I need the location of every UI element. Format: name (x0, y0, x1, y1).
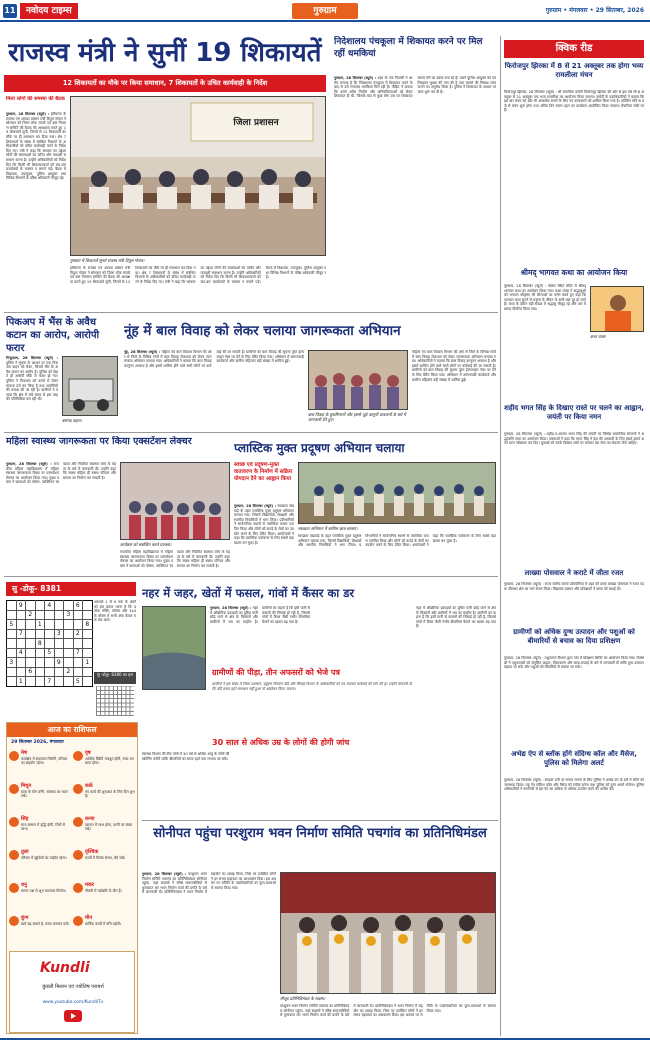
quick-read-item-body: गुरुग्राम, 28 सितम्बर (ब्यूरो) : शहीद-ए-आजम भगत सिंह की जयंती पर विभिन्न सामाजिक संगठनों ने श्रद्धांजलि सभा का आयोजन किया। वक्ताओं ने कहा कि भगत सिंह ने देश की आजादी के लिए हंसते-हंसते अपने प्राण न्योछावर कर दिए। युवाओं को उनके दिखाए रास्ते पर चलकर देश सेवा का संकल्प लेना चाहिए। (504, 432, 644, 446)
sudoku-row (7, 639, 93, 649)
paper-name: नवोदय टाइम्स (20, 3, 78, 19)
dateline: गुरुग्राम • मंगलवार • 29 सितम्बर, 2026 (545, 7, 644, 14)
kundli-url[interactable]: www.youtube.com/KundliTv (42, 1000, 104, 1005)
lead-body-continued: हरियाणा के राजस्व एवं आपदा प्रबंधन मंत्री विपुल गोयल ने सोमवार को जिला लोक संपर्क एवं कष्ट निवारण समिति की बैठक की अध्यक्षता करते हुए 19 शिकायतें सुनीं, जिनमें से 12 शिकायतों का मौके पर ही समाधान कर दिया गया। शेष 7 शिकायतों के संबंध में संबंधित विभागों के अधिकारियों को उचित कार्यवाही करने के निर्देश दिए गए। मंत्री ने कहा कि सरकार का उद्देश्य लोगों की समस्याओं का त्वरित और पारदर्शी समाधान करना है। उन्होंने अधिकारियों को निर्देश दिए कि किसी भी शिकायतकर्ता को बार-बार कार्यालयों के चक्कर न लगाने पड़ें। बैठक में विधायक, उपायुक्त, पुलिस आयुक्त तथा विभिन्न विभागों के वरिष्ठ अधिकारी मौजूद रहे। (70, 266, 326, 284)
sudoku-grid (6, 600, 93, 687)
horoscope-sign-text: परिवार में खुशियों का माहौल रहेगा। (21, 856, 67, 860)
sudoku-cell (83, 648, 93, 658)
womens-health-body (6, 462, 116, 574)
horoscope-sign (73, 815, 135, 847)
horoscope-sign-name: कन्या (85, 816, 95, 822)
poison-box2-headline: 30 साल से अधिक उम्र के लोगों की होगी जांच (212, 738, 350, 747)
sudoku-cell (26, 639, 36, 649)
sudoku-cell (64, 648, 74, 658)
poison-body-text: नहर में औद्योगिक इकाइयों का दूषित पानी छोड़े जाने से क्षेत्र के किसानों और ग्रामीणों में भय का माहौल है। ग्रामीणों का कहना है कि इसी पानी से फसलों की सिंचाई हो रही है, जिससे गांवों में कैंसर जैसी गंभीर बीमारियां फैलने का खतरा बढ़ गया है। (210, 606, 310, 624)
horoscope-sign-text: खर्च बढ़ सकते हैं, बजट बनाकर चलें। (21, 922, 70, 926)
horoscope-sign (9, 749, 71, 781)
horoscope-sign (73, 749, 135, 781)
zodiac-icon (9, 850, 19, 860)
sudoku-cell: 5 (73, 677, 83, 687)
zodiac-icon (73, 817, 83, 827)
sudoku-cell (73, 620, 83, 630)
sudoku-cell: 2 (73, 629, 83, 639)
sonipat-headline: सोनीपत पहुंचा परशुराम भवन निर्माण समिति पचगांव का प्रतिनिधिमंडल (153, 826, 487, 841)
horoscope-sign-name: कर्क (85, 783, 93, 789)
poison-box-headline: ग्रामीणों की पीड़ा, तीन अफसरों को भेजे पत्र (212, 668, 340, 677)
sudoku-cell (64, 639, 74, 649)
sudoku-cell (45, 610, 55, 620)
sudoku-cell: 7 (45, 677, 55, 687)
plastic-photo-caption: स्वच्छता अभियान में शामिल छात्र-छात्राएं। (298, 526, 358, 531)
sudoku-cell (26, 648, 36, 658)
child-marriage-body-right-text: महिला एवं बाल विकास विभाग की ओर से जिले के विभिन्न गांवों में बाल विवाह रोकथाम को लेकर जागरूकता अभियान चलाया गया। अधिकारियों ने बताया कि बाल विवाह कानूनन अपराध है और इसमें शामिल होने वाले सभी लोगों पर कार्रवाई की जा सकती है। ग्रामीणों को बाल विवाह की सूचना तुरंत हेल्पलाइन नंबर पर देने के लिए प्रेरित किया गया। अभियान में आंगनवाड़ी कार्यकर्ता और ग्रामीण महिलाएं बड़ी संख्या में शामिल हुईं। (412, 350, 496, 382)
horoscope-sign (73, 914, 135, 946)
child-marriage-body-text: महिला एवं बाल विकास विभाग की ओर से जिले के विभिन्न गांवों में बाल विवाह रोकथाम को लेकर जागरूकता अभियान चलाया गया। अधिकारियों ने बताया कि बाल विवाह कानूनन अपराध है और इसमें शामिल होने वाले सभी लोगों पर कार्रवाई की जा सकती है। ग्रामीणों को बाल विवाह की सूचना तुरंत हेल्पलाइन नंबर पर देने के लिए प्रेरित किया गया। अभियान में आंगनवाड़ी कार्यकर्ता और ग्रामीण महिलाएं बड़ी संख्या में शामिल हुईं। (124, 350, 304, 368)
quick-read-item-body: गुरुग्राम, 28 सितम्बर (ब्यूरो) : सेक्टर स्थित मंदिर में श्रीमद् भागवत कथा का आयोजन किया गया। कथा व्यास ने श्रद्धालुओं को भगवान श्रीकृष्ण की लीलाओं का वर्णन करते हुए कहा कि भागवत कथा सुनने से मनुष्य के जीवन के सभी कष्ट दूर हो जाते हैं। कथा के दौरान बड़ी संख्या में श्रद्धालु मौजूद रहे और अंत में प्रसाद वितरित किया गया। (504, 284, 586, 311)
canal-image (143, 607, 206, 690)
womens-health-byline: गुरुग्राम, 28 सितम्बर (ब्यूरो) : (6, 462, 52, 466)
sudoku-row (7, 677, 93, 687)
sudoku-cell (64, 620, 74, 630)
sudoku-row (7, 601, 93, 611)
sudoku-row (7, 667, 93, 677)
horoscope-sign-name: मिथुन (21, 783, 32, 789)
horoscope-sign (9, 782, 71, 814)
horoscope-sign-text: कार्यक्षेत्र में सफलता मिलेगी, परिवार का सहयोग रहेगा। (21, 757, 68, 766)
lead-byline: गुरुग्राम, 28 सितम्बर (ब्यूरो) : (6, 112, 50, 116)
sudoku-row (7, 610, 93, 620)
lead-photo-caption: गुरुग्राम में शिकायतें सुनते राजस्व मंत्री विपुल गोयल। (70, 258, 145, 263)
horoscope-sign-name: मकर (85, 882, 94, 888)
sudoku-cell: 3 (64, 610, 74, 620)
sudoku-cell: 3 (54, 629, 64, 639)
sonipat-body-bottom (280, 1004, 496, 1034)
quick-read-item-body: फिरोजपुर झिरका, 28 सितम्बर (ब्यूरो) : श्री रामलीला कमेटी फिरोजपुर झिरका की ओर से इस वर्ष भी 8 अक्तूबर से 21 अक्तूबर तक भव्य रामलीला का आयोजन किया जाएगा। कमेटी के पदाधिकारियों ने बताया कि इस बार मंचन को और भी आकर्षक बनाने के लिए नए कलाकारों को शामिल किया गया है। प्रतिदिन रात्रि 8 बजे से मंचन शुरू होगा तथा अंतिम दिन रावण दहन का कार्यक्रम आयोजित किया जाएगा। तैयारियां जोरों पर हैं। (504, 90, 644, 113)
sudoku-cell (54, 610, 64, 620)
quick-read-title: क्विक रीड (504, 40, 644, 58)
horoscope-sign-name: धनु (21, 882, 27, 888)
sudoku-cell: 1 (35, 620, 45, 630)
dir-body (334, 76, 496, 310)
womens-health-body-text: राजकीय महिला महाविद्यालय में महिला स्वास्थ्य जागरूकता विषय पर एक्सटेंशन लेक्चर का आयोजन किया गया। मुख्य वक्ता ने छात्राओं को पोषण, व्यक्तिगत स्वच्छता और नियमित स्वास्थ्य जांच के महत्व के बारे में जानकारी दी। उन्होंने कहा कि स्वस्थ महिला ही स्वस्थ परिवार और समाज का निर्माण कर सकती है। (6, 462, 116, 485)
plastic-kicker: स्वच्छ एवं प्रदूषण-मुक्त वातावरण के निर्माण में सक्रिय योगदान देने का आह्वान किया (234, 462, 293, 482)
sonipat-body-text: परशुराम भवन निर्माण समिति पचगांव का प्रतिनिधिमंडल सोनीपत पहुंचा, जहां सदस्यों ने वरिष्ठ समाजसेवियों से मुलाकात कर भवन निर्माण कार्य की प्रगति के बारे में जानकारी दी। प्रतिनिधिमंडल ने भवन निर्माण में सहयोग का आग्रह किया, जिस पर उपस्थित लोगों ने हर संभव सहायता का आश्वासन दिया। इस अवसर पर समिति के पदाधिकारियों का फूल-मालाओं से स्वागत किया गया। (142, 872, 276, 895)
lead-headline: राजस्व मंत्री ने सुनीं 19 शिकायतें (8, 38, 322, 68)
sudoku-cell (35, 610, 45, 620)
quick-read-item-headline: श्रीमद् भागवत कथा का आयोजन किया (520, 268, 628, 277)
zodiac-icon (73, 883, 83, 893)
zodiac-icon (9, 883, 19, 893)
sudoku-cell: 6 (26, 667, 36, 677)
quick-read-item-body: गुरुग्राम, 28 सितम्बर (ब्यूरो) : राज्य स्तरीय कराटे प्रतियोगिता में शहर की छात्रा लाख्या पोसवाल ने रजत पदक जीतकर क्षेत्र का नाम रोशन किया। विद्यालय प्रबंधन और प्रशिक्षकों ने छात्रा को बधाई दी। (504, 582, 644, 591)
sonipat-photo-caption: मौजूद प्रतिनिधिमंडल के सदस्य। (280, 996, 326, 1001)
sudoku-cell (35, 648, 45, 658)
awareness-gathering-image (309, 351, 408, 410)
horoscope-sign-text: संतान पक्ष से शुभ समाचार मिलेगा। (21, 889, 67, 893)
sudoku-cell (26, 620, 36, 630)
sudoku-cell (45, 620, 55, 630)
sudoku-cell (16, 620, 26, 630)
sudoku-cell (83, 610, 93, 620)
pickup-vehicle-image (63, 357, 118, 416)
horoscope-sign-name: तुला (21, 849, 29, 855)
sudoku-row (7, 629, 93, 639)
poison-body-right (416, 606, 496, 816)
page-bottom-rule (0, 1038, 650, 1040)
sudoku-cell (35, 667, 45, 677)
plastic-headline: प्लास्टिक मुक्त प्रदूषण अभियान चलाया (234, 441, 405, 455)
sudoku-cell: 6 (73, 601, 83, 611)
sudoku-cell (7, 601, 17, 611)
sudoku-cell: 1 (83, 658, 93, 668)
child-marriage-byline: नूंह, 28 सितम्बर (ब्यूरो) : (124, 350, 161, 354)
horoscope-sign-text: नौकरी में पदोन्नति के योग हैं। (85, 889, 122, 893)
sudoku-cell (16, 610, 26, 620)
sudoku-cell (64, 677, 74, 687)
lead-body (6, 112, 66, 310)
youtube-icon (64, 1010, 82, 1022)
pickup-photo (62, 356, 118, 416)
sudoku-table (6, 600, 93, 687)
section-divider (4, 312, 498, 313)
sudoku-cell: 8 (35, 639, 45, 649)
sudoku-cell (83, 601, 93, 611)
quick-read-item-headline: ग्रामीणों को अधिक दुग्ध उत्पादन और पशुओं को बीमारियों से बचाव का दिया प्रशिक्षण (513, 628, 635, 645)
sudoku-cell (35, 629, 45, 639)
sudoku-cell (7, 667, 17, 677)
sudoku-cell (35, 601, 45, 611)
kundli-logo: Kundli (40, 960, 90, 976)
sudoku-cell (26, 677, 36, 687)
sudoku-cell (64, 601, 74, 611)
katha-vyas-image (591, 287, 644, 332)
sudoku-cell: 7 (16, 629, 26, 639)
sudoku-cell: 9 (54, 658, 64, 668)
child-marriage-body-right (412, 350, 496, 430)
sudoku-row (7, 658, 93, 668)
poison-box2-body: स्वास्थ्य विभाग की टीम गांवों में 30 वर्ष से अधिक आयु के लोगों की स्क्रीनिंग करेगी ताकि बीमारियों का समय रहते पता लगाया जा सके। (142, 752, 230, 761)
masthead (0, 0, 650, 22)
section-divider (4, 432, 498, 433)
horoscope-sign (73, 782, 135, 814)
sudoku-cell: 7 (73, 648, 83, 658)
quick-read-item-headline: शहीद भगत सिंह के दिखाए रास्ते पर चलने का आह्वान, जयंती पर किया नमन (504, 404, 644, 421)
sudoku-cell (73, 658, 83, 668)
lead-photo (70, 96, 326, 256)
quick-read-item-body: गुरुग्राम, 28 सितम्बर (ब्यूरो) : साइबर ठगी पर लगाम लगाने के लिए पुलिस ने अभेद्य ऐप के बारे में लोगों को जागरूक किया। यह ऐप संदिग्ध कॉल और मैसेज को ब्लॉक करेगा तथा पुलिस को तुरंत अलर्ट भेजेगा। पुलिस अधिकारियों ने नागरिकों से इस ऐप का अधिक से अधिक उपयोग करने की अपील की। (504, 778, 644, 792)
child-marriage-photo-caption: बाल विवाह के दुष्परिणामों और इससे जुड़े कानूनी प्रावधानों के बारे में जानकारी देते हुए। (308, 412, 406, 422)
sudoku-cell (73, 610, 83, 620)
sudoku-cell (7, 629, 17, 639)
horoscope-sign-text: व्यापार में लाभ होगा, वाणी पर संयम रखें। (85, 823, 133, 832)
poison-byline: गुरुग्राम, 28 सितम्बर (ब्यूरो) : (210, 606, 252, 610)
horoscope-sign-text: कार्यों में विलंब संभव, धैर्य रखें। (85, 856, 126, 860)
sudoku-row (7, 620, 93, 630)
plastic-body (234, 504, 294, 574)
lead-body-cols (70, 266, 326, 310)
sudoku-cell (45, 629, 55, 639)
poison-body-right-text: नहर में औद्योगिक इकाइयों का दूषित पानी छोड़े जाने से क्षेत्र के किसानों और ग्रामीणों में भय का माहौल है। ग्रामीणों का कहना है कि इसी पानी से फसलों की सिंचाई हो रही है, जिससे गांवों में कैंसर जैसी गंभीर बीमारियां फैलने का खतरा बढ़ गया है। (416, 606, 496, 629)
horoscope-sign-name: वृष (85, 750, 91, 756)
sudoku-cell: 5 (45, 648, 55, 658)
section-name: गुरुग्राम (292, 3, 358, 19)
plastic-body-text: स्वच्छता पखवाड़े के तहत प्लास्टिक मुक्त प्रदूषण अभियान चलाया गया, जिसमें विद्यार्थियों, शिक्षकों और स्थानीय निवासियों ने भाग लिया। प्रतिभागियों ने सार्वजनिक स्थानों से प्लास्टिक कचरा एकत्रित किया और लोगों को कपड़े के थैलों का उपयोग करने के लिए प्रेरित किया। आयोजकों ने कहा कि प्लास्टिक पर्यावरण के लिए सबसे बड़ा खतरा बन चुका है। (234, 504, 294, 545)
sudoku-cell (35, 677, 45, 687)
sudoku-cell (54, 677, 64, 687)
dir-body-text: शहर के एक निवासी ने आरोप लगाया है कि निदेशालय पंचकूला में शिकायत करने के बाद से उसे लगातार धमकियां मिल रही हैं। पीड़ित ने बताया कि उसने अवैध निर्माण और अनियमितताओं को लेकर शिकायत दी थी, जिसके बाद से कुछ लोग उस पर शिकायत वापस लेने का दबाव बना रहे हैं। उसने पुलिस आयुक्त को पत्र लिखकर सुरक्षा की मांग की है तथा मामले की निष्पक्ष जांच कराने का अनुरोध किया है। पुलिस ने शिकायत के आधार पर जांच शुरू कर दी है। (334, 76, 496, 99)
sudoku-cell: 1 (16, 677, 26, 687)
sudoku-cell (26, 629, 36, 639)
horoscope-sign-name: कुंभ (21, 915, 29, 921)
zodiac-icon (73, 784, 83, 794)
child-marriage-body (124, 350, 304, 430)
sonipat-body-bottom-text: परशुराम भवन निर्माण समिति पचगांव का प्रतिनिधिमंडल सोनीपत पहुंचा, जहां सदस्यों ने वरिष्ठ समाजसेवियों से मुलाकात कर भवन निर्माण कार्य की प्रगति के बारे में जानकारी दी। प्रतिनिधिमंडल ने भवन निर्माण में सहयोग का आग्रह किया, जिस पर उपस्थित लोगों ने हर संभव सहायता का आश्वासन दिया। इस अवसर पर समिति के पदाधिकारियों का फूल-मालाओं से स्वागत किया गया। (280, 1004, 496, 1018)
horoscope-sign (9, 881, 71, 913)
sudoku-instructions: आपको 1 से 9 तक के अंकों को इस प्रकार भरना है कि प्रत्येक पंक्ति, कॉलम और 3x3 के बॉक्स में सभी अंक केवल एक बार आएं। (94, 600, 136, 623)
poison-headline: नहर में जहर, खेतों में फसल, गांवों में कैंसर का डर (142, 586, 355, 600)
sudoku-cell (16, 658, 26, 668)
zodiac-icon (9, 784, 19, 794)
horoscope-sign-text: यात्रा के योग बनेंगे, स्वास्थ्य का ध्यान रखें। (21, 790, 68, 799)
sudoku-cell: 2 (64, 667, 74, 677)
womens-health-photo-caption: कार्यक्रम को संबोधित करते प्रवक्ता। (120, 542, 172, 547)
sudoku-cell (54, 620, 64, 630)
quick-read-item-headline: फिरोजपुर झिरका में 8 से 21 अक्तूबर तक होगा भव्य रामलीला मंचन (504, 62, 644, 79)
pickup-body-text: पुलिस ने सूचना के आधार पर एक पिकअप वाहन को रोका, जिसमें भैंस के अवैध कटान का आरोप है। पुलिस को देखते ही आरोपी मौके से फरार हो गए। पुलिस ने पिकअप को कब्जे में लेकर मामला दर्ज कर लिया है तथा आरोपियों की तलाश की जा रही है। ग्रामीणों ने बताया कि क्षेत्र में लंबे समय से इस तरह की गतिविधियां चल रही थीं। (6, 360, 58, 402)
zodiac-icon (9, 817, 19, 827)
sudoku-cell: 8 (83, 620, 93, 630)
horoscope-sign (73, 848, 135, 880)
quick-read-item-headline: अभेद्य ऐप से ब्लॉक होंगे संदिग्ध कॉल और मैसेज, पुलिस को मिलेगा अलर्ट (511, 750, 637, 767)
sudoku-cell (73, 639, 83, 649)
sudoku-cell (45, 639, 55, 649)
horoscope-sign-text: मान-सम्मान में वृद्धि होगी, मित्रों से लाभ। (21, 823, 65, 832)
sudoku-title: सु -डोकू- 8381 (6, 582, 136, 596)
horoscope-sign-name: वृश्चिक (85, 849, 99, 855)
horoscope-list (9, 749, 135, 949)
sudoku-cell (64, 629, 74, 639)
pickup-byline: गिन्हुाग्राम, 28 सितम्बर (ब्यूरो) : (6, 356, 58, 360)
horoscope-sign-name: मीन (85, 915, 93, 921)
page-number: 11 (3, 4, 17, 18)
child-marriage-headline: नूंह में बाल विवाह को लेकर चलाया जागरूकता अभियान (124, 323, 401, 339)
section-divider (4, 576, 498, 577)
sudoku-cell (54, 648, 64, 658)
horoscope-sign (9, 848, 71, 880)
sudoku-cell (83, 639, 93, 649)
plastic-body-cols (298, 534, 496, 574)
sudoku-cell (16, 667, 26, 677)
horoscope-box (6, 722, 138, 1034)
womens-health-photo (120, 462, 230, 540)
sudoku-cell (54, 639, 64, 649)
poison-box-body: ग्रामीणों ने इस संबंध में जिला प्रशासन, प्रदूषण नियंत्रण बोर्ड और सिंचाई विभाग के अधिकारियों को पत्र भेजकर कार्रवाई की मांग की है। उन्होंने चेतावनी दी कि यदि समय रहते समाधान नहीं हुआ तो आंदोलन किया जाएगा। (212, 682, 412, 691)
sudoku-cell (45, 667, 55, 677)
horoscope-sign-text: धार्मिक कार्यों में रुचि बढ़ेगी। (85, 922, 122, 926)
sonipat-body (142, 872, 276, 1034)
sudoku-cell (83, 629, 93, 639)
lead-subhead: 12 शिकायतों का मौके पर किया समाधान, 7 शिकायतों के उचित कार्यवाही के निर्देश (4, 75, 326, 92)
sudoku-cell (45, 658, 55, 668)
sudoku-cell: 4 (45, 601, 55, 611)
zodiac-icon (73, 916, 83, 926)
sonipat-photo (280, 872, 496, 994)
sudoku-cell (7, 610, 17, 620)
sudoku-cell: 4 (16, 648, 26, 658)
sudoku-cell (35, 658, 45, 668)
horoscope-title: आज का राशिफल (7, 723, 137, 737)
sudoku-cell: 2 (26, 610, 36, 620)
sudoku-cell (16, 639, 26, 649)
pickup-photo-caption: बरामद वाहन। (62, 418, 82, 423)
quick-read-item-headline: लाख्या पोसवाल ने कराटे में जीता रजत (524, 569, 624, 577)
column-divider (500, 36, 501, 1036)
womens-health-body-bottom (120, 550, 230, 574)
sudoku-cell (26, 601, 36, 611)
zodiac-icon (9, 751, 19, 761)
poison-body (210, 606, 310, 666)
horoscope-sign (73, 881, 135, 913)
plastic-byline: गुरुग्राम, 28 सितम्बर (ब्यूरो) : (234, 504, 277, 508)
sudoku-cell (54, 601, 64, 611)
horoscope-sign-name: सिंह (21, 816, 29, 822)
lecture-audience-image (121, 463, 230, 540)
horoscope-sign-name: मेष (21, 750, 27, 756)
section-divider (142, 820, 498, 821)
sudoku-row (7, 648, 93, 658)
sudoku-cell (83, 667, 93, 677)
sudoku-cell: 9 (16, 601, 26, 611)
pickup-body (6, 356, 58, 430)
sudoku-cell (7, 677, 17, 687)
zodiac-icon (9, 916, 19, 926)
womens-health-body-bottom-text: राजकीय महिला महाविद्यालय में महिला स्वास्थ्य जागरूकता विषय पर एक्सटेंशन लेक्चर का आयोजन किया गया। मुख्य वक्ता ने छात्राओं को पोषण, व्यक्तिगत स्वच्छता और नियमित स्वास्थ्य जांच के महत्व के बारे में जानकारी दी। उन्होंने कहा कि स्वस्थ महिला ही स्वस्थ परिवार और समाज का निर्माण कर सकती है। (120, 550, 230, 568)
child-marriage-photo (308, 350, 408, 410)
horoscope-sign (9, 914, 71, 946)
delegation-image (281, 873, 496, 994)
plastic-photo (298, 462, 496, 524)
lead-photo-banner: जिला प्रशासन (233, 118, 279, 128)
cleanliness-drive-image (299, 463, 496, 524)
lead-kicker: मिला लोगों की समस्या की बैठक (6, 96, 65, 102)
sonipat-byline: गुरुग्राम, 28 सितम्बर (ब्यूरो) : (142, 872, 187, 876)
womens-health-headline: महिला स्वास्थ्य जागरूकता पर किया एक्सटेंशन लेक्चर (6, 436, 192, 447)
sudoku-cell (7, 648, 17, 658)
sudoku-cell (64, 658, 74, 668)
sudoku-cell: 5 (7, 620, 17, 630)
horoscope-sign-text: आर्थिक स्थिति मजबूत होगी, रुका धन प्राप्त होगा। (85, 757, 134, 766)
zodiac-icon (73, 850, 83, 860)
sudoku-cell (73, 667, 83, 677)
sudoku-cell (54, 667, 64, 677)
pickup-headline: पिकअप में भैंस के अवैध कटान का आरोप, आरोपी फरार (6, 317, 100, 354)
lead-body-text: हरियाणा के राजस्व एवं आपदा प्रबंधन मंत्री विपुल गोयल ने सोमवार को जिला लोक संपर्क एवं कष्ट निवारण समिति की बैठक की अध्यक्षता करते हुए 19 शिकायतें सुनीं, जिनमें से 12 शिकायतों का मौके पर ही समाधान कर दिया गया। शेष 7 शिकायतों के संबंध में संबंधित विभागों के अधिकारियों को उचित कार्यवाही करने के निर्देश दिए गए। मंत्री ने कहा कि सरकार का उद्देश्य लोगों की समस्याओं का त्वरित और पारदर्शी समाधान करना है। उन्होंने अधिकारियों को निर्देश दिए कि किसी भी शिकायतकर्ता को बार-बार कार्यालयों के चक्कर न लगाने पड़ें। बैठक में विधायक, उपायुक्त, पुलिस आयुक्त तथा विभिन्न विभागों के वरिष्ठ अधिकारी मौजूद रहे। (6, 112, 66, 181)
horoscope-sign-text: नए कार्य की शुरुआत के लिए दिन शुभ है। (85, 790, 135, 799)
sudoku-cell: 3 (7, 658, 17, 668)
quick-read-item-body: गुरुग्राम, 28 सितम्बर (ब्यूरो) : पशुपालन विभाग द्वारा गांव में प्रशिक्षण शिविर का आयोजन किया गया। विशेषज्ञों ने पशुपालकों को संतुलित आहार, टीकाकरण और साफ-सफाई के बारे में जानकारी दी ताकि दुग्ध उत्पादन बढ़ाया जा सके और पशुओं को बीमारियों से बचाया जा सके। (504, 656, 644, 670)
sudoku-solution-grid (96, 686, 134, 716)
dir-headline: निदेशालय पंचकूला में शिकायत करने पर मिल रहीं धमकियां (334, 37, 483, 59)
poison-photo (142, 606, 206, 690)
katha-photo (590, 286, 644, 332)
kundli-ad (9, 951, 135, 1033)
sudoku-solution-title: सु -डोकू- 8380 का हल (94, 672, 136, 684)
sudoku-cell (26, 658, 36, 668)
kundli-text: कुंडली मिलान एवं ज्योतिष परामर्श (42, 984, 104, 990)
katha-photo-caption: कथा व्यास (590, 334, 606, 339)
sudoku-cell (7, 639, 17, 649)
horoscope-sign (9, 815, 71, 847)
dir-byline: गुरुग्राम, 28 सितम्बर (ब्यूरो) : (334, 76, 377, 80)
sudoku-cell (83, 677, 93, 687)
zodiac-icon (73, 751, 83, 761)
horoscope-date: 29 सितम्बर 2026, मंगलवार (11, 740, 64, 745)
plastic-body-cols-text: स्वच्छता पखवाड़े के तहत प्लास्टिक मुक्त प्रदूषण अभियान चलाया गया, जिसमें विद्यार्थियों, शिक्षकों और स्थानीय निवासियों ने भाग लिया। प्रतिभागियों ने सार्वजनिक स्थानों से प्लास्टिक कचरा एकत्रित किया और लोगों को कपड़े के थैलों का उपयोग करने के लिए प्रेरित किया। आयोजकों ने कहा कि प्लास्टिक पर्यावरण के लिए सबसे बड़ा खतरा बन चुका है। (298, 534, 496, 548)
